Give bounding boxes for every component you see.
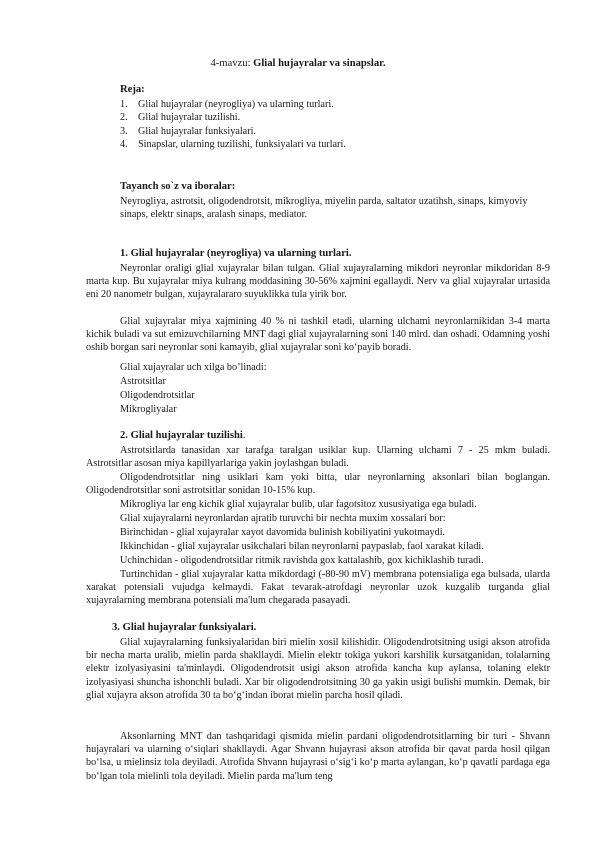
- title-prefix: 4-mavzu:: [210, 58, 254, 69]
- section2-line-1: Mikrogliya lar eng kichik glial xujayralar bulib, ular fagotsitoz xususiyatiga ega buladi.: [120, 499, 477, 510]
- tayanch-text: Neyrogliya, astrotsit, oligodendrotsit, mikrogliya, miyelin parda, saltator uzatihsh, sinaps, kimyoviy sinaps, elektr sinaps, aralash sinaps, mediator.: [120, 196, 528, 221]
- section2-line-3: Birinchidan - glial xujayralar xayot davomida bulinish kobiliyatini yukotmaydi.: [120, 527, 446, 538]
- section3-heading: 3. Glial hujayralar funksiyalari.: [112, 622, 257, 633]
- glia-type-astrotsit: Astrotsitlar: [120, 376, 166, 387]
- section2-line-4: Ikkinchidan - glial xujayralar usikchalari bilan neyronlarni paypaslab, faol xarakat kiladi.: [120, 541, 484, 552]
- tayanch-heading: Tayanch so`z va iboralar:: [120, 181, 236, 192]
- section3-paragraph-1: Glial xujayralarning funksiyalaridan biri mielin xosil kilishidir. Oligodendrotsitning usigi akson atrofida bir necha marta uralib, mielin parda shakllaydi. Mielin elektr tokiga yukori karshilik kursatganidan, tolalarning elektr izolyasiyasini ta'minlaydi. Oligodendrotsit usigi akson atrofida kancha kup aylansa, tolaning elektr izolyasiyasi shuncha ishonchli buladi. Xar bir oligodendrotsitning 30 ga yakin usigi bulishi mumkin. Demak, bir glial xujayra akson atrofida 30 ta bo‘g‘indan iborat mielin parcha hosil qiladi.: [86, 637, 550, 701]
- reja-heading: Reja:: [120, 84, 145, 95]
- glia-type-mikrogliya: Mikrogliyalar: [120, 404, 177, 415]
- section1-paragraph-2: Glial xujayralar miya xajmining 40 % ni tashkil etadi, ularning ulchami neyronlarnikidan 3-4 marta kichik buladi va sut emizuvchilarning MNT dagi glial xujayralarning soni 140 mlrd. dan oshadi. Odamning yoshi oshib borgan sari neyronlar soni kamayib, glial xujayralar soni ko‘payib boradi.: [86, 316, 550, 354]
- section2-heading: 2. Glial hujayralar tuzilishi.: [120, 430, 246, 441]
- page-title: [0, 58, 596, 69]
- list-item: 4. Sinapslar, ularning tuzilishi, funksiyalari va turlari.: [120, 138, 346, 150]
- section2-paragraph-1: Astrotsitlarda tanasidan xar tarafga taralgan usiklar kup. Ularning ulchami 7 - 25 mkm buladi. Astrotsitlar asosan miya kapillyarlariga yakin joylashgan buladi.: [86, 445, 550, 470]
- section2-paragraph-2: Oligodendrotsitlar ning usiklari kam yoki bitta, ular neyronlarning aksonlari bilan boglangan. Oligodendrotsitlar soni astrotsitlar sonidan 10-15% kup.: [86, 472, 550, 497]
- section2-line-5: Uchinchidan - oligodendrotsitlar ritmik ravishda gox kattalashib, gox kichiklashib turadi.: [120, 555, 484, 566]
- list-item: 1. Glial hujayralar (neyrogliya) va ularning turlari.: [120, 99, 334, 110]
- section1-heading: 1. Glial hujayralar (neyrogliya) va ularning turlari.: [120, 248, 352, 259]
- section2-paragraph-3: Turtinchidan - glial xujayralar katta mikdordagi (-80-90 mV) membrana potensialiga ega bulsada, ularda xarakat potensiali vujudga kelmaydi. Fakat tevarak-atrofdagi neyronlar uzok kuzgalib turganda glial xujayralarning membrana potensiali ma'lum chegarada pasayadi.: [86, 569, 550, 607]
- reja-list: [120, 98, 346, 151]
- list-item: 2. Glial hujayralar tuzilishi.: [120, 112, 241, 124]
- section1-paragraph-3: Glial xujayralar uch xilga bo’linadi:: [120, 362, 267, 373]
- glia-type-oligodendrotsit: Oligodendrotsitlar: [120, 390, 195, 401]
- section2-line-2: Glial xujayralarni neyronlardan ajratib turuvchi bir nechta muxim xossalari bor:: [120, 513, 446, 524]
- section1-paragraph-1: Neyronlar oraligi glial xujayralar bilan tulgan. Glial xujayralarning mikdori neyronlar mikdoridan 8-9 marta kup. Bu xujayralar miya kulrang moddasining 30-56% xajmini egallaydi. Nerv va glial xujayralar urtasida eni 20 nanometr bulgan, xujayralararo suyuklikka tula yirik bor.: [86, 263, 550, 301]
- title-main: Glial hujayralar va sinapslar.: [253, 58, 386, 69]
- list-item: 3. Glial hujayralar funksiyalari.: [120, 125, 256, 137]
- section3-paragraph-2: Aksonlarning MNT dan tashqaridagi qismida mielin pardani oligodendrotsitlarning bir turi - Shvann hujayralari va ularning o‘siqlari shakllaydi. Agar Shvann hujayrasi akson atrofida bir qavat parda hosil qilgan bo‘lsa, u mielinsiz tola deyiladi. Atrofida Shvann hujayrasi o‘sig‘i ko‘p marta aylangan, ko‘p qavatli pardaga ega bo‘lgan tola mielinli tola deyiladi. Mielin parda ma'lum teng: [86, 731, 550, 782]
